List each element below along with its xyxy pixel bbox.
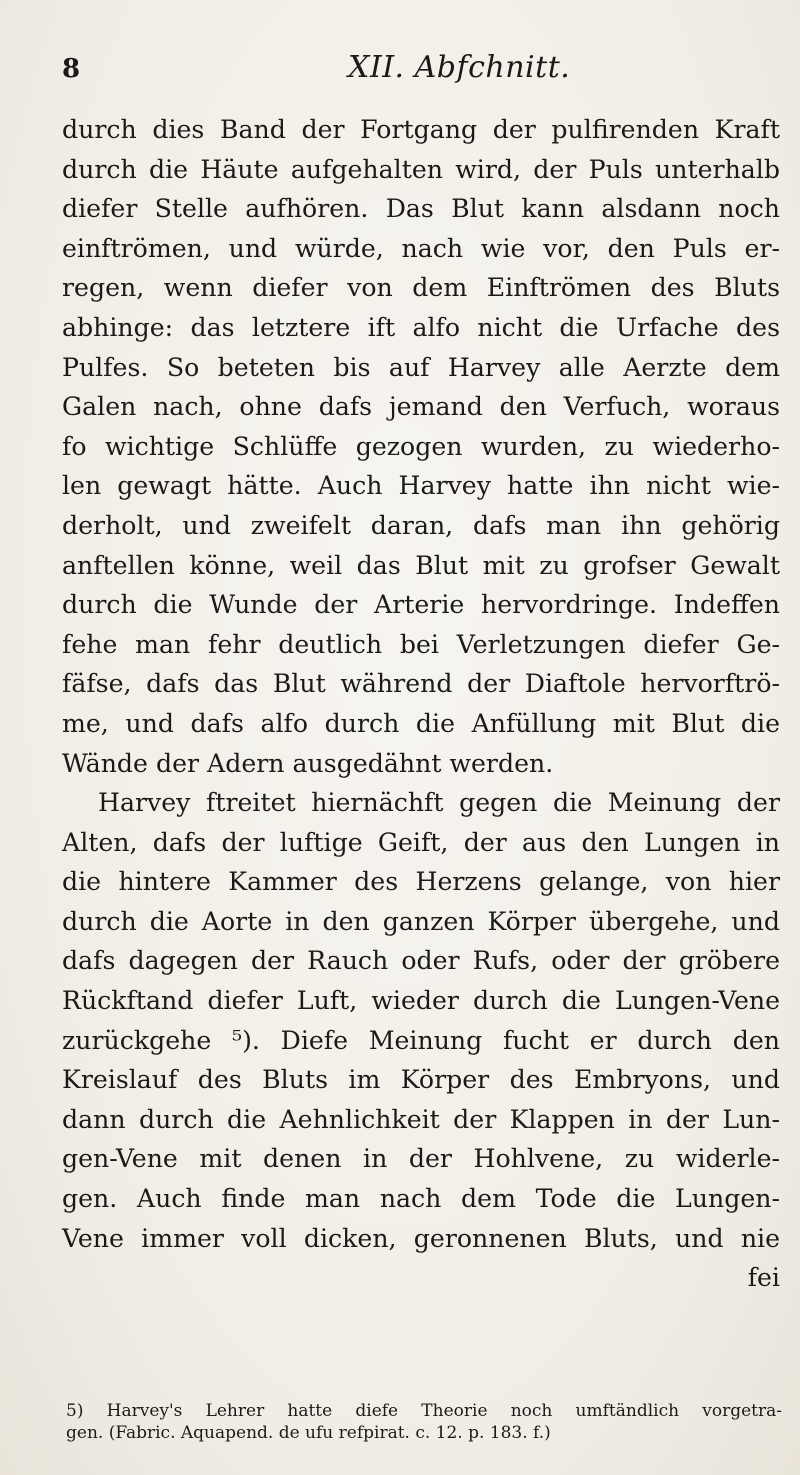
text-line: durch die Wunde der Arterie hervordringe. Indeffen (62, 590, 780, 620)
text-line: gen-Vene mit denen in der Hohlvene, zu widerle- (62, 1144, 780, 1174)
paragraph-end-line: Wände der Adern ausgedähnt werden. (62, 748, 554, 778)
text-line: abhinge: das letztere ift alfo nicht die Urfache des (62, 312, 780, 342)
paragraph-start-line: Harvey ftreitet hiernächft gegen die Meinung der (98, 788, 780, 818)
catchword: fei (747, 1263, 780, 1293)
text-line: die hintere Kammer des Herzens gelange, von hier (62, 867, 780, 897)
text-line: fo wichtige Schlüffe gezogen wurden, zu wiederho- (62, 431, 780, 461)
text-line: Alten, dafs der luftige Geift, der aus den Lungen in (62, 827, 780, 857)
text-line: dafs dagegen der Rauch oder Rufs, oder der gröbere (62, 946, 780, 976)
text-line: derholt, und zweifelt daran, dafs man ihn gehörig (62, 510, 780, 540)
text-line: zurückgehe ⁵). Diefe Meinung fucht er durch den (62, 1025, 780, 1055)
text-line: Rückftand diefer Luft, wieder durch die Lungen-Vene (62, 986, 780, 1016)
page-number: 8 (62, 54, 81, 84)
running-head: XII. Abfchnitt. (348, 50, 571, 85)
body-text (62, 110, 780, 1298)
text-line: len gewagt hätte. Auch Harvey hatte ihn nicht wie- (62, 471, 780, 501)
text-line: Pulfes. So beteten bis auf Harvey alle Aerzte dem (62, 352, 780, 382)
text-line: gen. Auch finde man nach dem Tode die Lungen- (62, 1184, 780, 1214)
text-line: durch die Aorte in den ganzen Körper übergehe, und (62, 906, 780, 936)
footnote-line: gen. (Fabric. Aquapend. de ufu refpirat. c. 12. p. 183. f.) (66, 1423, 551, 1443)
text-line: Kreislauf des Bluts im Körper des Embryons, und (62, 1065, 780, 1095)
page-header (62, 48, 782, 88)
footnotes (66, 1400, 782, 1444)
text-line: dann durch die Aehnlichkeit der Klappen in der Lun- (62, 1104, 780, 1134)
text-line: Galen nach, ohne dafs jemand den Verfuch, woraus (62, 392, 780, 422)
text-line: fäfse, dafs das Blut während der Diaftole hervorftrö- (62, 669, 780, 699)
text-line: anftellen könne, weil das Blut mit zu grofser Gewalt (62, 550, 780, 580)
text-line: durch dies Band der Fortgang der pulfirenden Kraft (62, 115, 780, 144)
text-line: regen, wenn diefer von dem Einftrömen des Bluts (62, 273, 780, 303)
text-line: diefer Stelle aufhören. Das Blut kann alsdann noch (62, 194, 780, 224)
text-line: me, und dafs alfo durch die Anfüllung mit Blut die (62, 708, 780, 738)
text-line: durch die Häute aufgehalten wird, der Puls unterhalb (62, 154, 780, 184)
text-line: einftrömen, und würde, nach wie vor, den Puls er- (62, 233, 780, 263)
text-line: Vene immer voll dicken, geronnenen Bluts, und nie (62, 1223, 780, 1253)
footnote-line: 5) Harvey's Lehrer hatte diefe Theorie noch umftändlich vorgetra- (66, 1401, 782, 1421)
text-line: fehe man fehr deutlich bei Verletzungen diefer Ge- (62, 629, 780, 659)
